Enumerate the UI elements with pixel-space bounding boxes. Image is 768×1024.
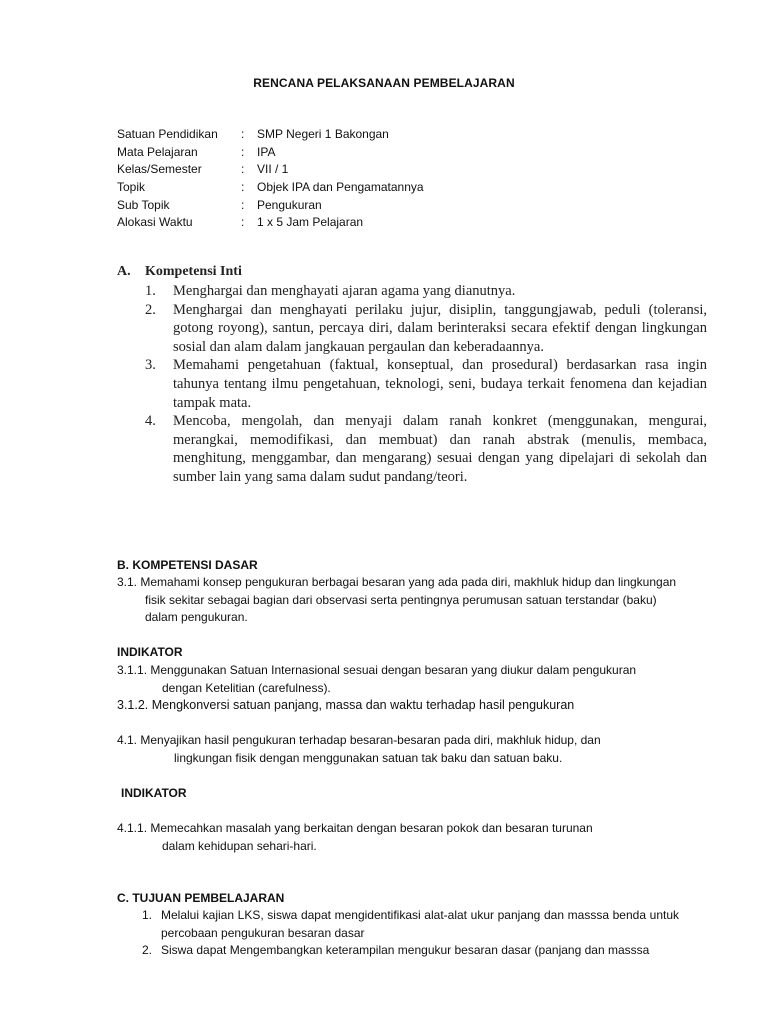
list-text: Mencoba, mengolah, dan menyaji dalam ranah konkret (menggunakan, mengurai, merangkai, memodifikasi, dan membuat) dan ranah abstrak (menulis, membaca, menghitung, menggambar, dan mengarang) sesuai dengan yang dipelajari di sekolah dan sumber lain yang sama dalam sudut pandang/teori.	[173, 413, 707, 485]
list-text: Menghargai dan menghayati ajaran agama yang dianutnya.	[173, 283, 516, 299]
kd-4-1	[117, 732, 707, 767]
section-letter: A.	[117, 264, 131, 279]
list-text: Memahami pengetahuan (faktual, konseptual, dan prosedural) berdasarkan rasa ingin tahunya tentang ilmu pengetahuan, teknologi, seni, budaya terkait fenomena dan kejadian tampak mata.	[173, 357, 707, 411]
meta-colon: :	[241, 197, 245, 212]
list-text: Melalui kajian LKS, siswa dapat mengidentifikasi alat-alat ukur panjang dan masssa benda untuk percobaan pengukuran besaran dasar	[161, 908, 679, 940]
list-number: 3.	[145, 357, 156, 374]
kd-line: lingkungan fisik dengan menggunakan satuan tak baku dan satuan baku.	[174, 750, 563, 765]
indikator-3-1-1	[117, 662, 707, 697]
list-item	[117, 412, 707, 486]
section-kompetensi-inti	[117, 262, 707, 487]
indikator-line: dalam kehidupan sehari-hari.	[162, 838, 317, 853]
list-item	[117, 301, 707, 357]
meta-colon: :	[241, 180, 245, 195]
meta-label: Sub Topik	[117, 197, 170, 212]
meta-label: Mata Pelajaran	[117, 144, 198, 159]
meta-value: Pengukuran	[257, 197, 322, 212]
meta-colon: :	[241, 127, 245, 141]
section-a-heading	[117, 262, 707, 282]
list-text: Siswa dapat Mengembangkan keterampilan mengukur besaran dasar (panjang dan masssa	[161, 943, 650, 957]
indikator-line: 3.1.1. Menggunakan Satuan Internasional sesuai dengan besaran yang diukur dalam pengukuran	[117, 663, 637, 677]
list-item	[117, 907, 679, 942]
section-title: Kompetensi Inti	[145, 264, 242, 279]
list-text: Menghargai dan menghayati perilaku jujur, disiplin, tanggungjawab, peduli (toleransi, gotong royong), santun, percaya diri, dalam berinteraksi secara efektif dengan lingkungan sosial dan alam dalam jangkauan pergaulan dan keberadaannya.	[173, 301, 707, 355]
indikator-line: 4.1.1. Memecahkan masalah yang berkaitan dengan besaran pokok dan besaran turunan	[117, 821, 593, 835]
kd-3-1	[117, 574, 707, 627]
meta-label: Kelas/Semester	[117, 162, 202, 177]
indikator-heading: INDIKATOR	[121, 786, 187, 800]
indikator-3-1-2: 3.1.2. Mengkonversi satuan panjang, massa dan waktu terhadap hasil pengukuran	[117, 698, 575, 712]
list-number: 2.	[145, 301, 156, 318]
meta-colon: :	[241, 162, 245, 177]
document-title: RENCANA PELAKSANAAN PEMBELAJARAN	[253, 76, 515, 90]
kd-line: dalam pengukuran.	[145, 610, 248, 624]
list-number: 4.	[145, 413, 156, 430]
meta-label: Satuan Pendidikan	[117, 127, 218, 141]
meta-row-topik	[117, 179, 424, 197]
indikator-line: dengan Ketelitian (carefulness).	[162, 680, 331, 695]
list-number: 1.	[145, 283, 156, 299]
meta-colon: :	[241, 215, 245, 230]
meta-value: 1 x 5 Jam Pelajaran	[257, 215, 364, 230]
kd-line: 4.1. Menyajikan hasil pengukuran terhadap besaran-besaran pada diri, makhluk hidup, dan	[117, 733, 601, 747]
meta-row-alokasi-waktu	[117, 214, 424, 232]
list-item	[117, 282, 707, 301]
meta-colon: :	[241, 144, 245, 159]
meta-value: IPA	[257, 144, 276, 159]
meta-row-sub-topik	[117, 197, 424, 215]
section-b-heading: B. KOMPETENSI DASAR	[117, 558, 258, 572]
list-number: 2.	[141, 943, 152, 957]
meta-row-mata-pelajaran	[117, 144, 424, 162]
list-number: 1.	[141, 908, 152, 922]
list-item	[117, 942, 679, 960]
meta-row-satuan-pendidikan	[117, 126, 424, 144]
identity-table	[117, 126, 424, 232]
indikator-heading: INDIKATOR	[117, 645, 183, 659]
meta-value: SMP Negeri 1 Bakongan	[257, 127, 389, 141]
tujuan-list	[117, 907, 679, 960]
kd-line: fisik sekitar sebagai bagian dari observasi serta pentingnya perumusan satuan terstandar (baku)	[145, 592, 657, 607]
kd-line: 3.1. Memahami konsep pengukuran berbagai besaran yang ada pada diri, makhluk hidup dan lingkungan	[117, 575, 677, 589]
meta-value: Objek IPA dan Pengamatannya	[257, 180, 424, 195]
indikator-4-1-1	[117, 820, 707, 855]
meta-row-kelas-semester	[117, 161, 424, 179]
meta-value: VII / 1	[257, 162, 289, 177]
meta-label: Topik	[117, 180, 146, 195]
list-item	[117, 356, 707, 412]
meta-label: Alokasi Waktu	[117, 215, 193, 230]
section-c-heading: C. TUJUAN PEMBELAJARAN	[117, 891, 285, 905]
